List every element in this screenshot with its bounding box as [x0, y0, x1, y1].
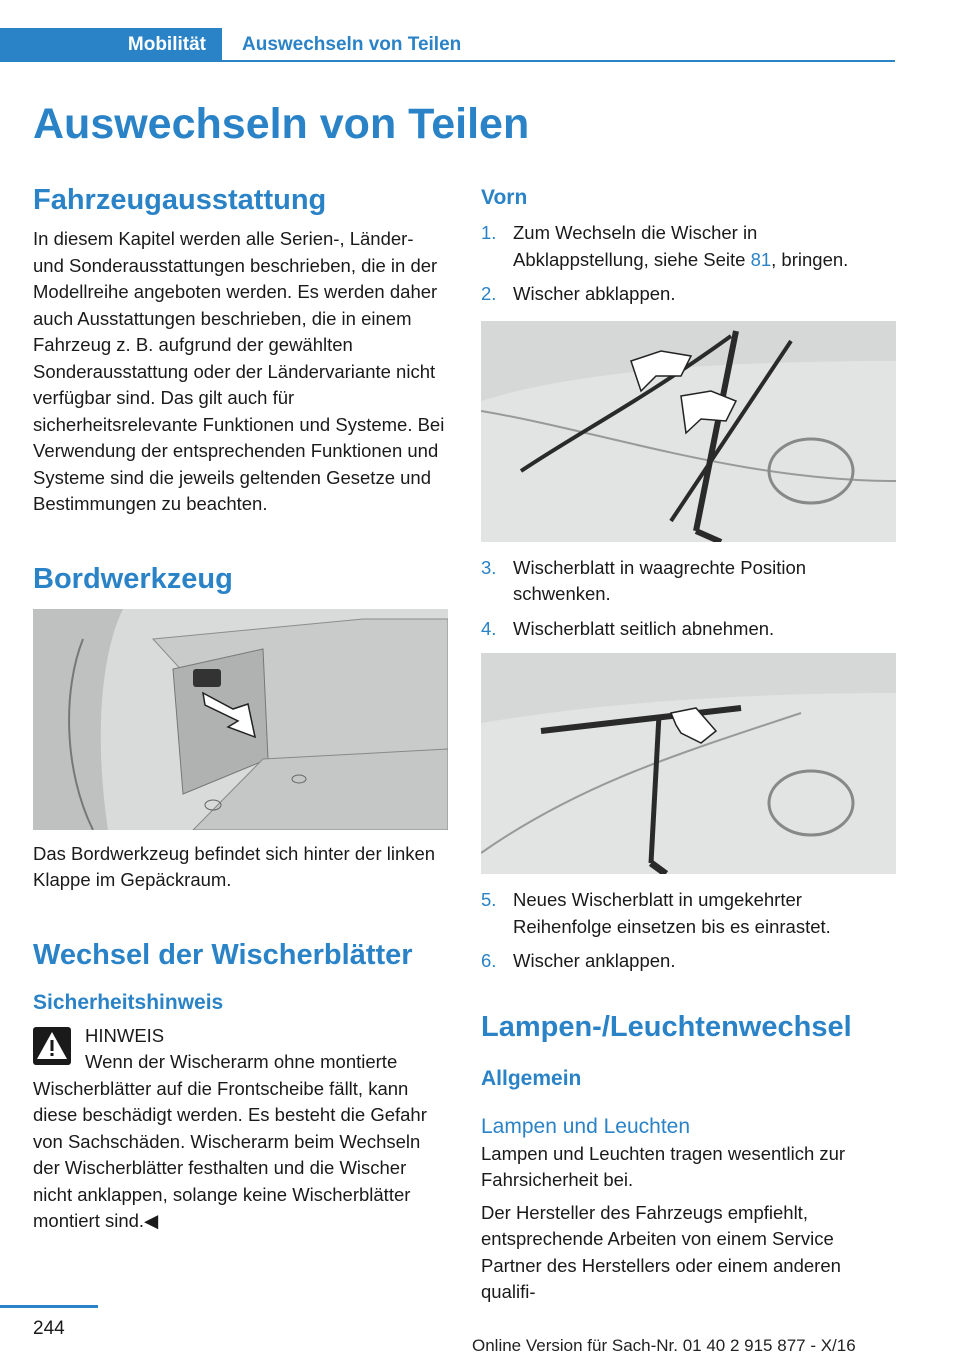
lamps-text-1: Lampen und Leuchten tragen wesentlich zur Fahrsicherheit bei. — [481, 1142, 846, 1190]
page-title: Auswechseln von Teilen — [33, 100, 530, 148]
front-heading: Vorn — [481, 186, 528, 209]
breadcrumb[interactable]: Auswechseln von Teilen — [242, 34, 462, 55]
wiper-change-heading: Wechsel der Wischerblätter — [33, 938, 413, 971]
page-number: 244 — [33, 1318, 65, 1339]
note-label: HINWEIS — [85, 1024, 165, 1046]
wiper-fold-illustration — [481, 321, 896, 542]
wiper-blade-illustration — [481, 653, 896, 874]
step-number: 1. — [481, 222, 497, 243]
toolkit-caption: Das Bordwerkzeug befindet sich hinter der linken Klappe im Gepäckraum. — [33, 842, 436, 890]
vehicle-equipment-heading: Fahrzeugausstattung — [33, 184, 327, 216]
lamps-text-2: Der Hersteller des Fahrzeugs empfiehlt, entsprechende Arbeiten von einem Service Partner des Herstellers oder einem anderen qualifi- — [481, 1201, 841, 1302]
section-tab[interactable]: Mobilität — [0, 28, 222, 62]
step-text: Neues Wischerblatt in umgekehrter Reihenfolge einsetzen bis es einrastet. — [513, 889, 831, 937]
step-number: 4. — [481, 617, 497, 639]
step-text: Wischer abklappen. — [513, 283, 676, 304]
step-item — [481, 281, 896, 308]
step-text: Zum Wechseln die Wischer in Abklappstellung, siehe Seite — [513, 222, 758, 270]
step-item — [481, 616, 896, 643]
lamps-heading: Lampen-/Leuchtenwechsel — [481, 1010, 852, 1043]
step-item — [481, 555, 896, 608]
step-item — [481, 887, 896, 940]
warning-note — [33, 1023, 448, 1235]
step-number: 3. — [481, 556, 497, 578]
right-column — [481, 182, 896, 1306]
step-number: 6. — [481, 950, 497, 971]
steps-list-c — [481, 887, 896, 975]
step-number: 5. — [481, 889, 497, 910]
lamps-subheading: Lampen und Leuchten — [481, 1114, 691, 1138]
note-text: Wenn der Wischerarm ohne montierte Wischerblätter auf die Frontscheibe fällt, kann diese beschädigt werden. Es besteht die Gefahr von Sachschäden. Wischerarm beim Wechseln der Wischerblätter festhalten und die Wischer nicht anklappen, solange keine Wischerblätter montiert sind.◀ — [33, 1051, 427, 1231]
page-link[interactable]: 81 — [750, 248, 772, 270]
header-bar — [0, 28, 895, 62]
step-number: 2. — [481, 283, 497, 304]
step-text: Wischerblatt in waagrechte Position schwenken. — [513, 556, 807, 604]
safety-heading: Sicherheitshinweis — [33, 990, 224, 1014]
toolkit-heading: Bordwerkzeug — [33, 562, 233, 595]
header-rule — [222, 60, 895, 62]
wiper-fold-drawing — [481, 321, 896, 542]
toolkit-illustration — [33, 609, 448, 830]
step-item — [481, 220, 896, 273]
footer-rule — [0, 1305, 98, 1308]
step-item — [481, 948, 896, 975]
step-text-end: , bringen. — [771, 248, 849, 270]
steps-list-b — [481, 555, 896, 643]
left-column — [33, 182, 448, 1235]
wiper-blade-drawing — [481, 653, 896, 874]
general-heading: Allgemein — [481, 1066, 582, 1090]
steps-list-a — [481, 220, 896, 308]
step-text: Wischer anklappen. — [513, 950, 676, 971]
online-version-text: Online Version für Sach-Nr. 01 40 2 915 877 - X/16 — [472, 1336, 856, 1355]
step-text: Wischerblatt seitlich abnehmen. — [513, 617, 775, 639]
warning-icon — [33, 1027, 71, 1065]
vehicle-equipment-text: In diesem Kapitel werden alle Serien-, Länder- und Sonderausstattungen beschrieben, die in der Modellreihe angeboten werden. Es werden daher auch Ausstattungen beschrieben, die in einem Fahrzeug z. B. aufgrund der gewählten Sonderausstattung oder der Ländervariante nicht verfügbar sind. Das gilt auch für sicherheitsrelevante Funktionen und Systeme. Bei Verwendung der entsprechenden Funktionen und Systeme sind die jeweils geltenden Gesetze und Bestimmungen zu beachten. — [33, 228, 445, 514]
trunk-drawing — [33, 609, 448, 830]
